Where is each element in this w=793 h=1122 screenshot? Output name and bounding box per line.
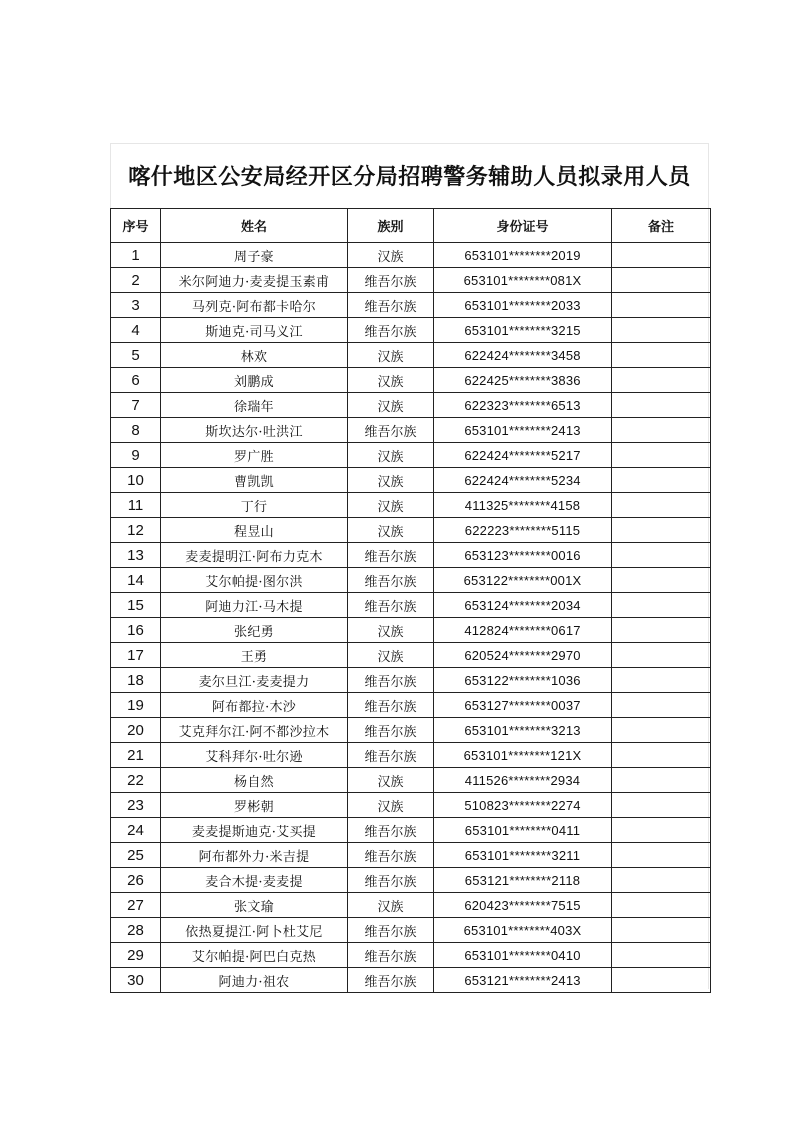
cell-seq: 2: [111, 268, 161, 293]
cell-id-number: 653101********121X: [434, 743, 612, 768]
cell-id-number: 653101********081X: [434, 268, 612, 293]
cell-remarks: [612, 918, 711, 943]
cell-name: 阿布都拉·木沙: [161, 693, 348, 718]
table-row: [111, 768, 711, 793]
cell-ethnicity: 维吾尔族: [348, 843, 434, 868]
cell-seq: 8: [111, 418, 161, 443]
cell-name: 罗广胜: [161, 443, 348, 468]
cell-remarks: [612, 293, 711, 318]
cell-seq: 24: [111, 818, 161, 843]
cell-name: 阿布都外力·米吉提: [161, 843, 348, 868]
cell-remarks: [612, 243, 711, 268]
table-row: [111, 293, 711, 318]
cell-id-number: 653121********2118: [434, 868, 612, 893]
cell-remarks: [612, 518, 711, 543]
cell-remarks: [612, 493, 711, 518]
header-remarks: 备注: [612, 209, 711, 243]
cell-seq: 28: [111, 918, 161, 943]
cell-seq: 6: [111, 368, 161, 393]
cell-name: 刘鹏成: [161, 368, 348, 393]
table-row: [111, 568, 711, 593]
cell-name: 杨自然: [161, 768, 348, 793]
cell-name: 艾尔帕提·图尔洪: [161, 568, 348, 593]
cell-ethnicity: 汉族: [348, 243, 434, 268]
cell-ethnicity: 维吾尔族: [348, 593, 434, 618]
cell-ethnicity: 维吾尔族: [348, 918, 434, 943]
cell-ethnicity: 维吾尔族: [348, 943, 434, 968]
table-row: [111, 268, 711, 293]
table-row: [111, 893, 711, 918]
cell-name: 张文瑜: [161, 893, 348, 918]
cell-name: 马列克·阿布都卡哈尔: [161, 293, 348, 318]
table-row: [111, 318, 711, 343]
cell-ethnicity: 维吾尔族: [348, 268, 434, 293]
cell-id-number: 653101********2413: [434, 418, 612, 443]
cell-ethnicity: 汉族: [348, 493, 434, 518]
table-body: [111, 243, 711, 993]
cell-ethnicity: 维吾尔族: [348, 543, 434, 568]
cell-seq: 19: [111, 693, 161, 718]
table-row: [111, 918, 711, 943]
cell-ethnicity: 维吾尔族: [348, 868, 434, 893]
cell-seq: 20: [111, 718, 161, 743]
cell-name: 麦麦提斯迪克·艾买提: [161, 818, 348, 843]
cell-ethnicity: 汉族: [348, 368, 434, 393]
table-row: [111, 593, 711, 618]
cell-remarks: [612, 593, 711, 618]
cell-name: 丁行: [161, 493, 348, 518]
cell-id-number: 622425********3836: [434, 368, 612, 393]
cell-ethnicity: 维吾尔族: [348, 743, 434, 768]
cell-id-number: 622424********5234: [434, 468, 612, 493]
cell-ethnicity: 汉族: [348, 468, 434, 493]
cell-seq: 12: [111, 518, 161, 543]
cell-seq: 7: [111, 393, 161, 418]
cell-name: 艾尔帕提·阿巴白克热: [161, 943, 348, 968]
table-row: [111, 418, 711, 443]
table-row: [111, 868, 711, 893]
cell-id-number: 653127********0037: [434, 693, 612, 718]
cell-name: 斯迪克·司马义江: [161, 318, 348, 343]
table-row: [111, 543, 711, 568]
cell-seq: 4: [111, 318, 161, 343]
cell-name: 斯坎达尔·吐洪江: [161, 418, 348, 443]
cell-remarks: [612, 318, 711, 343]
cell-seq: 26: [111, 868, 161, 893]
cell-remarks: [612, 568, 711, 593]
cell-name: 周子豪: [161, 243, 348, 268]
cell-name: 徐瑞年: [161, 393, 348, 418]
cell-remarks: [612, 793, 711, 818]
cell-id-number: 653101********3215: [434, 318, 612, 343]
cell-seq: 5: [111, 343, 161, 368]
cell-remarks: [612, 418, 711, 443]
cell-id-number: 653101********0411: [434, 818, 612, 843]
table-row: [111, 718, 711, 743]
cell-ethnicity: 维吾尔族: [348, 818, 434, 843]
cell-seq: 11: [111, 493, 161, 518]
cell-ethnicity: 汉族: [348, 618, 434, 643]
table-row: [111, 968, 711, 993]
cell-seq: 21: [111, 743, 161, 768]
cell-id-number: 622424********5217: [434, 443, 612, 468]
cell-remarks: [612, 468, 711, 493]
cell-ethnicity: 汉族: [348, 343, 434, 368]
cell-id-number: 622223********5115: [434, 518, 612, 543]
cell-seq: 18: [111, 668, 161, 693]
cell-remarks: [612, 768, 711, 793]
table-row: [111, 393, 711, 418]
header-name: 姓名: [161, 209, 348, 243]
cell-remarks: [612, 868, 711, 893]
cell-ethnicity: 维吾尔族: [348, 418, 434, 443]
cell-id-number: 653101********2019: [434, 243, 612, 268]
cell-name: 王勇: [161, 643, 348, 668]
table-row: [111, 493, 711, 518]
table-row: [111, 518, 711, 543]
table-row: [111, 693, 711, 718]
cell-seq: 27: [111, 893, 161, 918]
cell-remarks: [612, 968, 711, 993]
cell-remarks: [612, 893, 711, 918]
cell-id-number: 653122********001X: [434, 568, 612, 593]
cell-remarks: [612, 343, 711, 368]
cell-seq: 10: [111, 468, 161, 493]
cell-id-number: 653101********0410: [434, 943, 612, 968]
cell-id-number: 653121********2413: [434, 968, 612, 993]
cell-name: 程昱山: [161, 518, 348, 543]
table-row: [111, 818, 711, 843]
cell-seq: 16: [111, 618, 161, 643]
table-row: [111, 343, 711, 368]
cell-id-number: 622323********6513: [434, 393, 612, 418]
cell-seq: 30: [111, 968, 161, 993]
cell-remarks: [612, 943, 711, 968]
cell-ethnicity: 汉族: [348, 768, 434, 793]
cell-name: 张纪勇: [161, 618, 348, 643]
cell-seq: 3: [111, 293, 161, 318]
table-row: [111, 618, 711, 643]
cell-seq: 9: [111, 443, 161, 468]
cell-id-number: 653101********3213: [434, 718, 612, 743]
cell-seq: 15: [111, 593, 161, 618]
cell-name: 罗彬朝: [161, 793, 348, 818]
cell-id-number: 620423********7515: [434, 893, 612, 918]
document-title: 喀什地区公安局经开区分局招聘警务辅助人员拟录用人员: [128, 164, 691, 190]
cell-ethnicity: 汉族: [348, 893, 434, 918]
table-row: [111, 368, 711, 393]
cell-id-number: 622424********3458: [434, 343, 612, 368]
table-row: [111, 243, 711, 268]
cell-ethnicity: 汉族: [348, 518, 434, 543]
cell-seq: 25: [111, 843, 161, 868]
cell-remarks: [612, 843, 711, 868]
table-row: [111, 793, 711, 818]
cell-name: 曹凯凯: [161, 468, 348, 493]
cell-id-number: 411325********4158: [434, 493, 612, 518]
cell-id-number: 412824********0617: [434, 618, 612, 643]
table-row: [111, 843, 711, 868]
cell-remarks: [612, 643, 711, 668]
cell-remarks: [612, 393, 711, 418]
table-row: [111, 443, 711, 468]
recruit-table: [110, 208, 711, 993]
cell-id-number: 653123********0016: [434, 543, 612, 568]
cell-remarks: [612, 443, 711, 468]
cell-seq: 29: [111, 943, 161, 968]
cell-name: 麦麦提明江·阿布力克木: [161, 543, 348, 568]
cell-remarks: [612, 718, 711, 743]
cell-ethnicity: 汉族: [348, 793, 434, 818]
cell-name: 依热夏提江·阿卜杜艾尼: [161, 918, 348, 943]
cell-name: 艾克拜尔江·阿不都沙拉木: [161, 718, 348, 743]
cell-id-number: 653101********3211: [434, 843, 612, 868]
cell-seq: 1: [111, 243, 161, 268]
cell-name: 阿迪力·祖农: [161, 968, 348, 993]
cell-seq: 22: [111, 768, 161, 793]
cell-id-number: 653101********2033: [434, 293, 612, 318]
cell-ethnicity: 维吾尔族: [348, 718, 434, 743]
header-seq: 序号: [111, 209, 161, 243]
table-row: [111, 943, 711, 968]
cell-seq: 14: [111, 568, 161, 593]
cell-remarks: [612, 743, 711, 768]
table-row: [111, 743, 711, 768]
cell-seq: 23: [111, 793, 161, 818]
header-ethnicity: 族别: [348, 209, 434, 243]
cell-remarks: [612, 268, 711, 293]
cell-name: 麦合木提·麦麦提: [161, 868, 348, 893]
cell-remarks: [612, 818, 711, 843]
cell-ethnicity: 汉族: [348, 443, 434, 468]
cell-ethnicity: 维吾尔族: [348, 293, 434, 318]
cell-name: 阿迪力江·马木提: [161, 593, 348, 618]
cell-id-number: 510823********2274: [434, 793, 612, 818]
cell-name: 艾科拜尔·吐尔逊: [161, 743, 348, 768]
cell-seq: 17: [111, 643, 161, 668]
cell-ethnicity: 维吾尔族: [348, 568, 434, 593]
cell-id-number: 411526********2934: [434, 768, 612, 793]
cell-seq: 13: [111, 543, 161, 568]
cell-id-number: 653124********2034: [434, 593, 612, 618]
cell-ethnicity: 维吾尔族: [348, 693, 434, 718]
cell-remarks: [612, 668, 711, 693]
header-id-number: 身份证号: [434, 209, 612, 243]
cell-remarks: [612, 543, 711, 568]
cell-remarks: [612, 693, 711, 718]
cell-remarks: [612, 618, 711, 643]
cell-ethnicity: 维吾尔族: [348, 318, 434, 343]
cell-id-number: 653101********403X: [434, 918, 612, 943]
cell-ethnicity: 维吾尔族: [348, 668, 434, 693]
cell-ethnicity: 维吾尔族: [348, 968, 434, 993]
cell-ethnicity: 汉族: [348, 643, 434, 668]
cell-name: 林欢: [161, 343, 348, 368]
cell-name: 麦尔旦江·麦麦提力: [161, 668, 348, 693]
cell-name: 米尔阿迪力·麦麦提玉素甫: [161, 268, 348, 293]
table-row: [111, 468, 711, 493]
cell-ethnicity: 汉族: [348, 393, 434, 418]
table-row: [111, 668, 711, 693]
table-row: [111, 643, 711, 668]
cell-id-number: 653122********1036: [434, 668, 612, 693]
cell-id-number: 620524********2970: [434, 643, 612, 668]
table-header-row: [111, 209, 711, 243]
cell-remarks: [612, 368, 711, 393]
